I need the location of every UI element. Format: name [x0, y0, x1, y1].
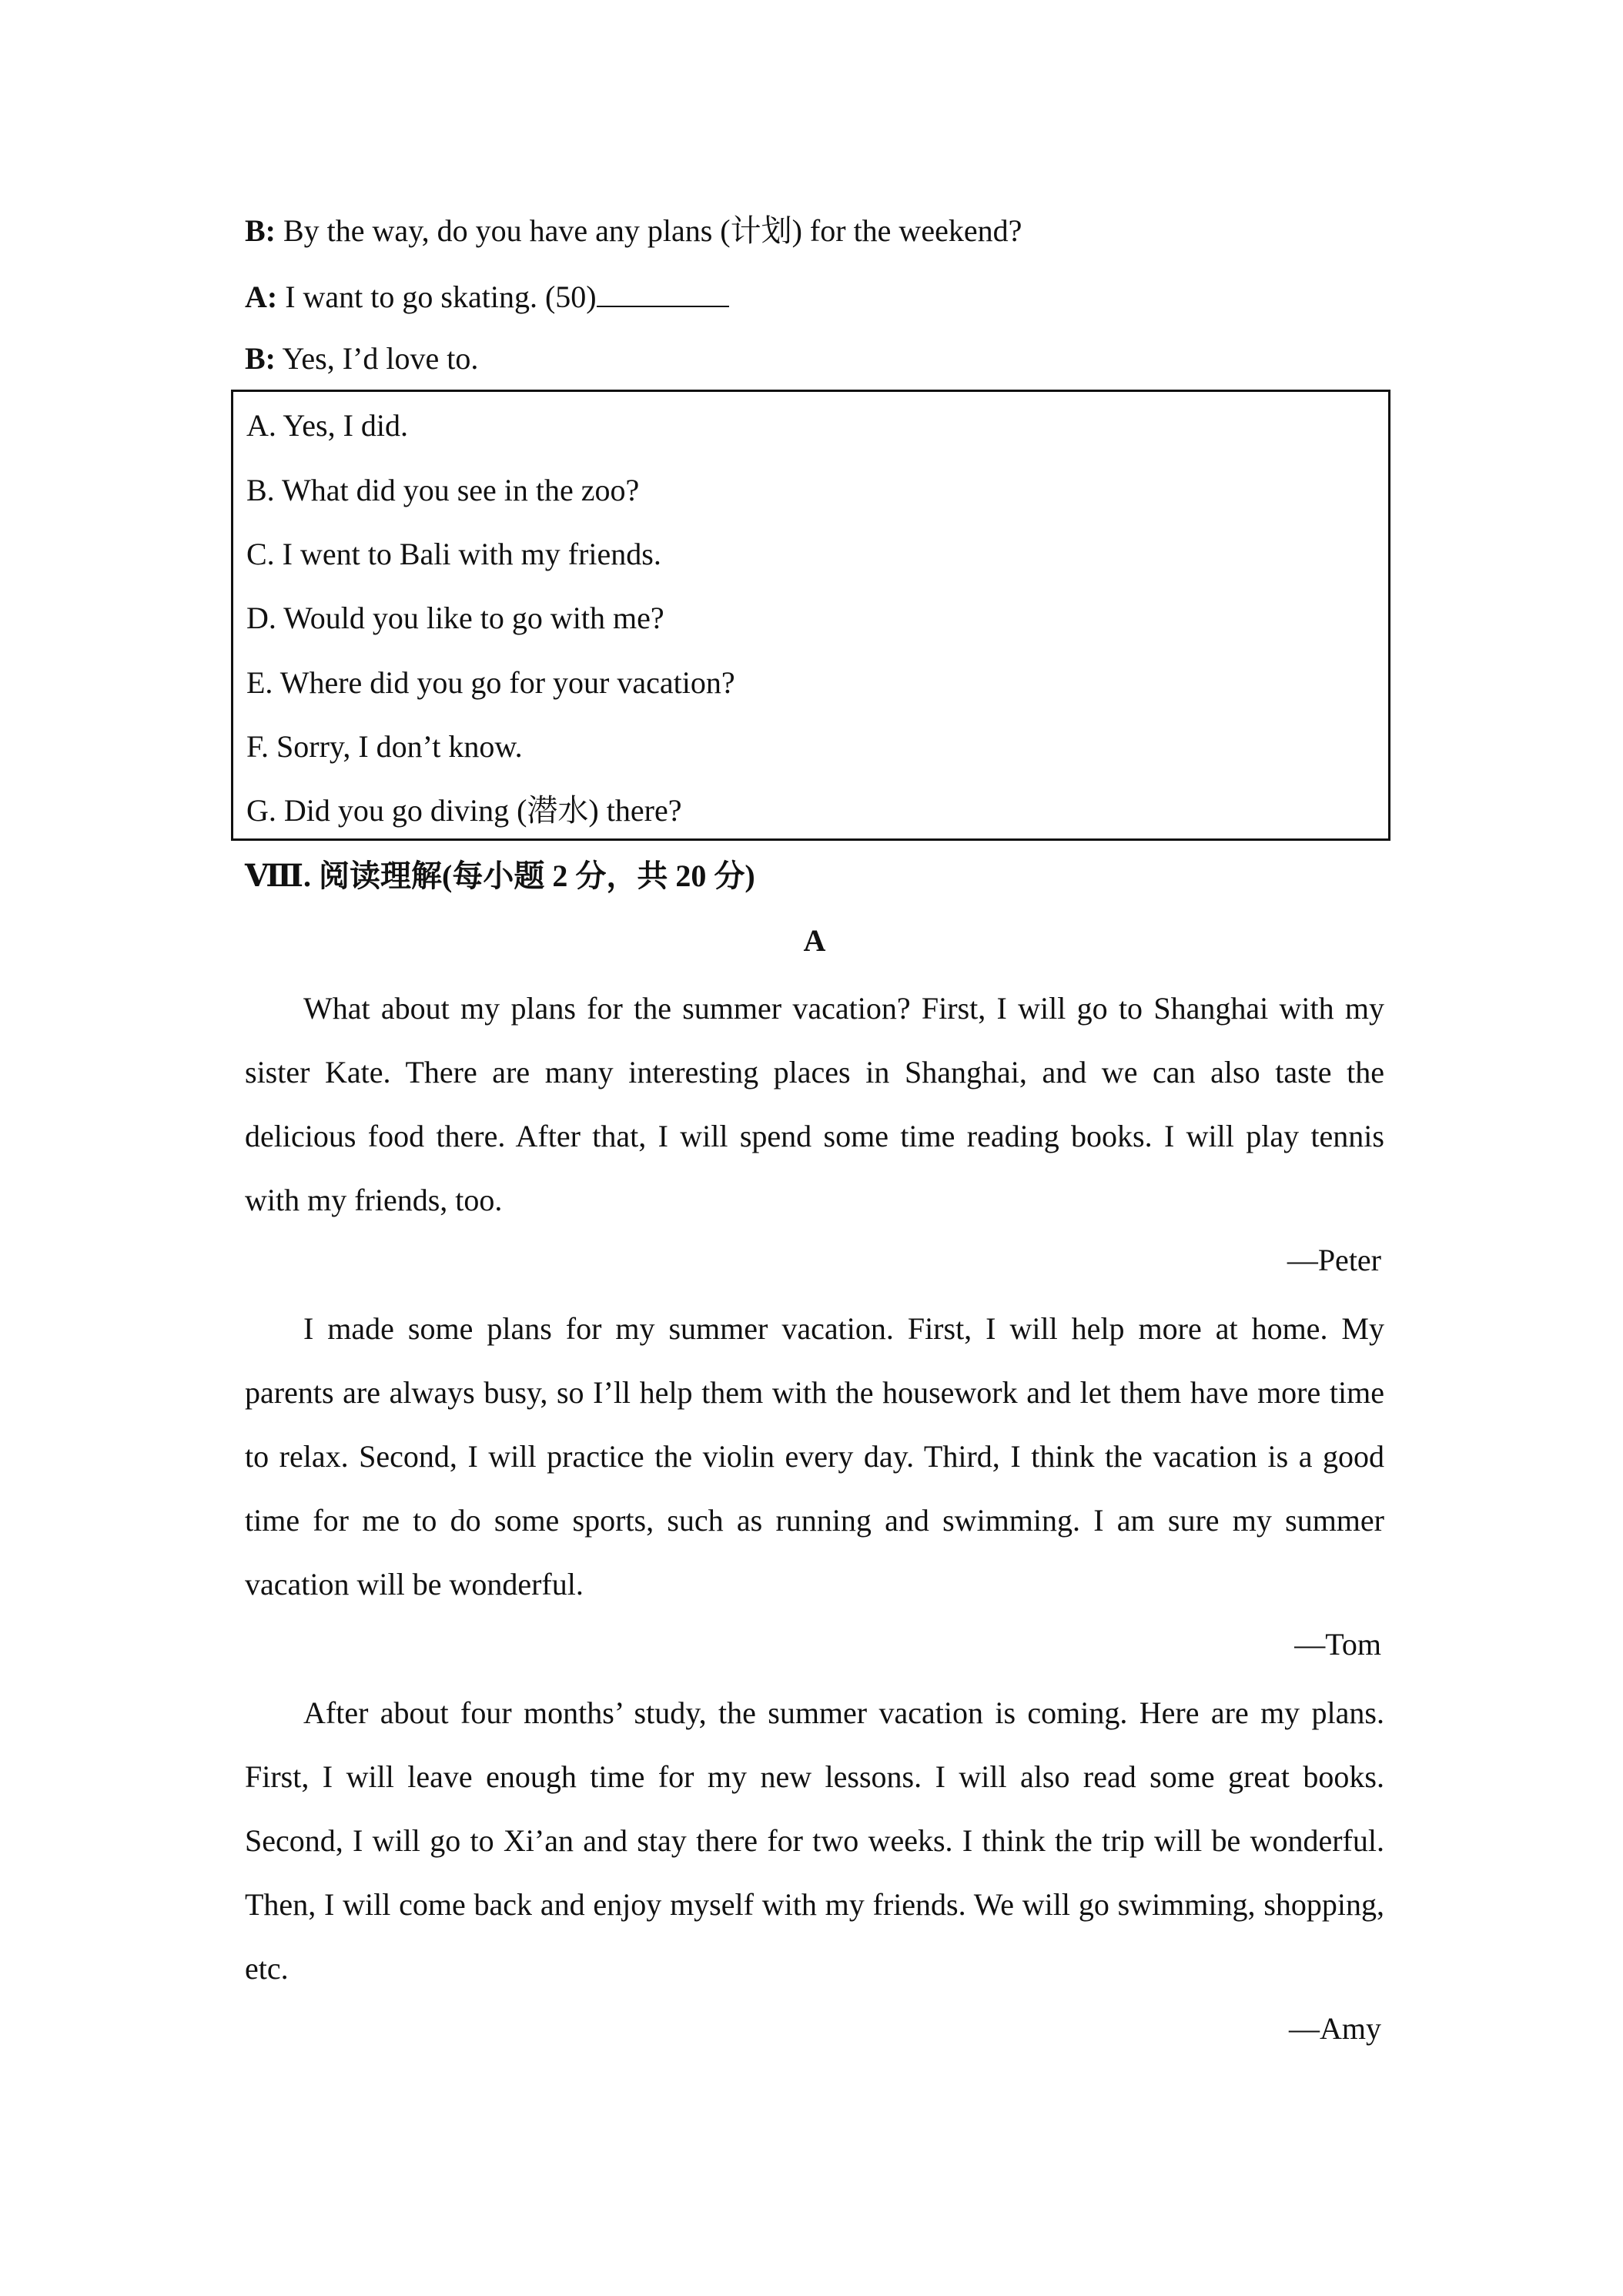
option-e: E. Where did you go for your vacation?	[246, 665, 735, 700]
signature-peter: —Peter	[1287, 1243, 1381, 1277]
dialogue-text: I want to go skating. (50)	[277, 279, 597, 314]
paragraph-tom: I made some plans for my summer vacation. First, I will help more at home. My parents are always busy, so I’ll help them with the housework and let them have more time to relax. Second, I will practice the violin every day. Third, I think the vacation is a good time for me to do some sports, such as running and swimming. I am sure my summer vacation will be wonderful.	[245, 1311, 1384, 1602]
signature-tom: —Tom	[1294, 1627, 1381, 1662]
dialogue-speaker: B:	[245, 213, 276, 248]
dialogue-line-3	[245, 336, 478, 382]
dialogue-speaker: A:	[245, 279, 278, 314]
paragraph-peter: What about my plans for the summer vacation? First, I will go to Shanghai with my sister Kate. There are many interesting places in Shanghai, and we can also taste the delicious food there. After that, I will spend some time reading books. I will play tennis with my friends, too.	[245, 991, 1384, 1217]
option-c: C. I went to Bali with my friends.	[246, 537, 661, 571]
signature-amy: —Amy	[1289, 2011, 1381, 2046]
answer-blank-50[interactable]	[597, 272, 729, 307]
option-a: A. Yes, I did.	[246, 408, 409, 443]
option-d: D. Would you like to go with me?	[246, 601, 664, 635]
paragraph-amy: After about four months’ study, the summer vacation is coming. Here are my plans. First, I will leave enough time for my new lessons. I will also read some great books. Second, I will go to Xi’an and stay there for two weeks. I think the trip will be wonderful. Then, I will come back and enjoy myself with my friends. We will go swimming, shopping, etc.	[245, 1695, 1384, 1986]
dialogue-text: By the way, do you have any plans (计划) for the weekend?	[276, 213, 1022, 248]
option-b: B. What did you see in the zoo?	[246, 473, 640, 507]
option-g: G. Did you go diving (潜水) there?	[246, 793, 682, 828]
dialogue-speaker: B:	[245, 341, 276, 376]
options-box	[231, 390, 1390, 841]
dialogue-text: Yes, I’d love to.	[276, 341, 479, 376]
section-title: Ⅷ. 阅读理解(每小题 2 分，共 20 分)	[245, 858, 755, 893]
passage-letter: A	[803, 923, 826, 958]
option-f: F. Sorry, I don’t know.	[246, 729, 523, 764]
dialogue-line-2	[245, 272, 729, 318]
dialogue-line-1	[245, 208, 1022, 254]
